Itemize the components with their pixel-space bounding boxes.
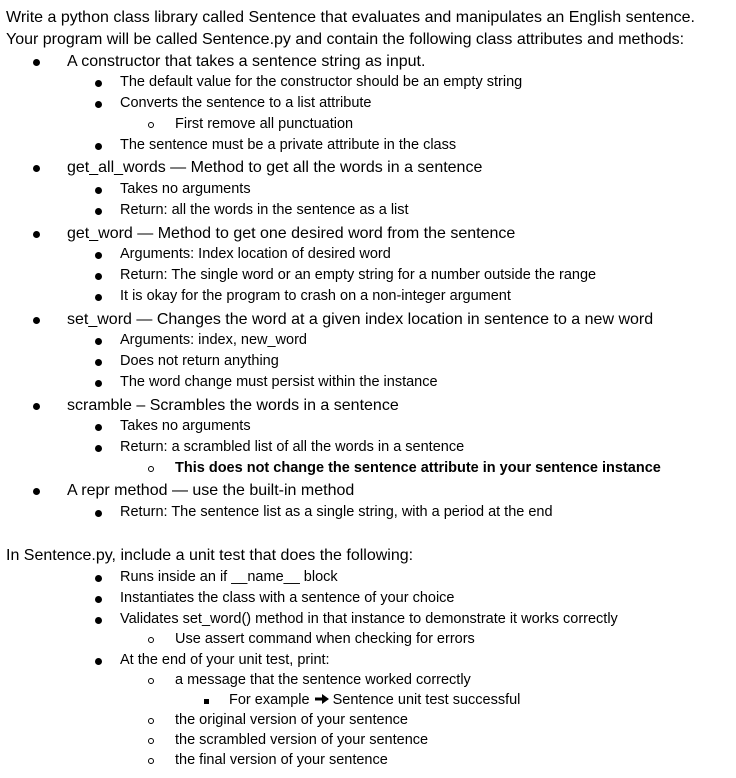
set-word-title: set_word — Changes the word at a given index location in sentence to a new word <box>67 311 654 328</box>
bullet-disc-icon <box>33 59 40 66</box>
bullet-disc-icon <box>33 165 40 172</box>
constructor-title: A constructor that takes a sentence string as input. <box>67 53 426 70</box>
bullet-disc-icon <box>95 658 102 665</box>
bullet-disc-icon <box>33 403 40 410</box>
bullet-disc-icon <box>95 294 102 301</box>
scramble-args: Takes no arguments <box>120 418 251 434</box>
bullet-disc-icon <box>95 208 102 215</box>
unit-test-validates: Validates set_word() method in that instance to demonstrate it works correctly <box>120 611 618 627</box>
bullet-circle-icon <box>148 758 154 764</box>
bullet-disc-icon <box>95 273 102 280</box>
constructor-default: The default value for the constructor should be an empty string <box>120 74 523 90</box>
unit-test-runs: Runs inside an if __name__ block <box>120 569 338 585</box>
bullet-circle-icon <box>148 738 154 744</box>
bullet-disc-icon <box>95 617 102 624</box>
constructor-converts: Converts the sentence to a list attribute <box>120 95 372 111</box>
bullet-disc-icon <box>33 317 40 324</box>
bullet-disc-icon <box>33 488 40 495</box>
repr-title: A repr method — use the built-in method <box>67 482 355 499</box>
example-label: For example <box>229 692 310 708</box>
bullet-circle-icon <box>148 718 154 724</box>
unit-test-original: the original version of your sentence <box>175 712 408 728</box>
set-word-ret: Does not return anything <box>120 353 279 369</box>
intro-line-2: Your program will be called Sentence.py and contain the following class attributes and methods: <box>6 31 685 48</box>
bullet-disc-icon <box>95 380 102 387</box>
bullet-disc-icon <box>95 252 102 259</box>
bullet-circle-icon <box>148 122 154 128</box>
bullet-circle-icon <box>148 466 154 472</box>
unit-test-example <box>229 692 520 709</box>
unit-test-assert: Use assert command when checking for errors <box>175 631 475 647</box>
get-all-words-title: get_all_words — Method to get all the words in a sentence <box>67 159 483 176</box>
right-arrow-icon <box>314 693 330 705</box>
constructor-private: The sentence must be a private attribute in the class <box>120 137 457 153</box>
repr-ret: Return: The sentence list as a single string, with a period at the end <box>120 504 553 520</box>
unit-test-instantiate: Instantiates the class with a sentence of your choice <box>120 590 455 606</box>
unit-test-scrambled: the scrambled version of your sentence <box>175 732 429 748</box>
get-all-words-ret: Return: all the words in the sentence as a list <box>120 202 409 218</box>
bullet-disc-icon <box>33 231 40 238</box>
unit-test-message: a message that the sentence worked correctly <box>175 672 471 688</box>
example-text: Sentence unit test successful <box>332 692 521 708</box>
unit-test-print: At the end of your unit test, print: <box>120 652 330 668</box>
bullet-disc-icon <box>95 187 102 194</box>
bullet-disc-icon <box>95 575 102 582</box>
get-word-title: get_word — Method to get one desired word from the sentence <box>67 225 516 242</box>
bullet-square-icon <box>204 699 209 704</box>
get-word-args: Arguments: Index location of desired word <box>120 246 391 262</box>
bullet-disc-icon <box>95 510 102 517</box>
unit-test-final: the final version of your sentence <box>175 752 388 768</box>
bullet-disc-icon <box>95 101 102 108</box>
set-word-persist: The word change must persist within the instance <box>120 374 438 390</box>
bullet-disc-icon <box>95 80 102 87</box>
bullet-disc-icon <box>95 445 102 452</box>
set-word-args: Arguments: index, new_word <box>120 332 307 348</box>
bullet-circle-icon <box>148 678 154 684</box>
get-all-words-args: Takes no arguments <box>120 181 251 197</box>
bullet-disc-icon <box>95 143 102 150</box>
unit-test-title: In Sentence.py, include a unit test that does the following: <box>6 547 414 564</box>
get-word-crash: It is okay for the program to crash on a non-integer argument <box>120 288 511 304</box>
scramble-ret: Return: a scrambled list of all the words in a sentence <box>120 439 465 455</box>
bullet-disc-icon <box>95 424 102 431</box>
scramble-note: This does not change the sentence attribute in your sentence instance <box>175 460 661 476</box>
scramble-title: scramble – Scrambles the words in a sentence <box>67 397 399 414</box>
bullet-disc-icon <box>95 338 102 345</box>
constructor-punct: First remove all punctuation <box>175 116 354 132</box>
bullet-disc-icon <box>95 359 102 366</box>
intro-line-1: Write a python class library called Sentence that evaluates and manipulates an English sentence. <box>6 9 695 26</box>
bullet-circle-icon <box>148 637 154 643</box>
get-word-ret: Return: The single word or an empty string for a number outside the range <box>120 267 597 283</box>
bullet-disc-icon <box>95 596 102 603</box>
